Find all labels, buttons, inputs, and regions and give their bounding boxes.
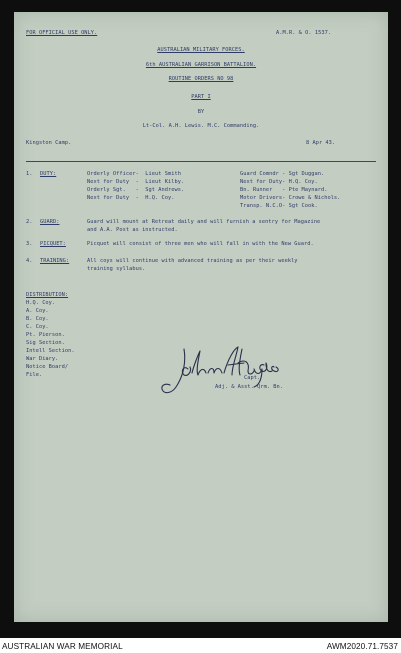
unit-heading: 6th AUSTRALIAN GARRISON BATTALION. [145, 62, 257, 68]
picquet-text-line: Picquet will consist of three men who will fall in with the New Guard. [87, 241, 314, 247]
distribution-item: B. Coy. [26, 316, 49, 322]
duty-right-line: Guard Comndr - Sgt Duggan. [240, 171, 325, 177]
training-text-line: training syllabus. [87, 266, 146, 272]
item-title-training: TRAINING: [40, 258, 70, 264]
signatory-appointment: Adj. & Asst. Qrm. Bn. [215, 384, 284, 390]
guard-text-line: and A.A. Post as instructed. [87, 227, 178, 233]
organisation-heading: AUSTRALIAN MILITARY FORCES. [157, 47, 245, 53]
duty-right-line: Motor Drivers- Crowe & Nichols. [240, 195, 341, 201]
distribution-item: H.Q. Coy. [26, 300, 56, 306]
part-heading: PART I [191, 94, 211, 100]
guard-text-line: Guard will mount at Retreat daily and will furnish a sentry for Magazine [87, 219, 321, 225]
archive-footer [0, 640, 401, 653]
form-reference: A.M.R. & O. 1537. [276, 30, 332, 36]
item-number-2: 2. [26, 219, 33, 225]
distribution-item: File. [26, 372, 43, 378]
training-text-line: All coys will continue with advanced training as per their weekly [87, 258, 298, 264]
distribution-item: Intell Section. [26, 348, 75, 354]
accession-number: AWM2020.71.7537 [326, 642, 398, 651]
institution-credit: AUSTRALIAN WAR MEMORIAL [2, 642, 123, 651]
date: 8 Apr 43. [306, 140, 336, 146]
by-line: BY [197, 109, 205, 115]
duty-right-line: Transp. N.C.O- Sgt Cook. [240, 203, 318, 209]
item-number-1: 1. [26, 171, 33, 177]
duty-left-line: Next for Duty - H.Q. Coy. [87, 195, 175, 201]
distribution-item: Notice Board/ [26, 364, 69, 370]
duty-left-line: Orderly Officer- Lieut Smith [87, 171, 181, 177]
distribution-item: C. Coy. [26, 324, 49, 330]
document-title: ROUTINE ORDERS NO 98 [168, 76, 234, 82]
duty-right-line: Bn. Runner - Pte Maynard. [240, 187, 328, 193]
item-title-guard: GUARD: [40, 219, 60, 225]
distribution-heading: DISTRIBUTION: [26, 292, 69, 298]
duty-left-line: Orderly Sgt. - Sgt Andrews. [87, 187, 185, 193]
commanding-officer-line: Lt-Col. A.H. Lewis. M.C. Commanding. [142, 123, 260, 129]
item-title-picquet: PICQUET: [40, 241, 66, 247]
item-number-3: 3. [26, 241, 33, 247]
document-page [14, 12, 388, 622]
duty-right-line: Next for Duty- H.Q. Coy. [240, 179, 318, 185]
location: Kingston Camp. [26, 140, 72, 146]
distribution-item: A. Coy. [26, 308, 49, 314]
signatory-rank: Capt. [244, 375, 261, 381]
item-number-4: 4. [26, 258, 33, 264]
distribution-item: Sig Section. [26, 340, 65, 346]
distribution-item: War Diary. [26, 356, 59, 362]
header-rule [26, 161, 376, 162]
classification-label: FOR OFFICIAL USE ONLY. [26, 30, 98, 36]
item-title-duty: DUTY: [40, 171, 57, 177]
distribution-item: Pt. Pierson. [26, 332, 65, 338]
duty-left-line: Next for Duty - Lieut Kilby. [87, 179, 185, 185]
